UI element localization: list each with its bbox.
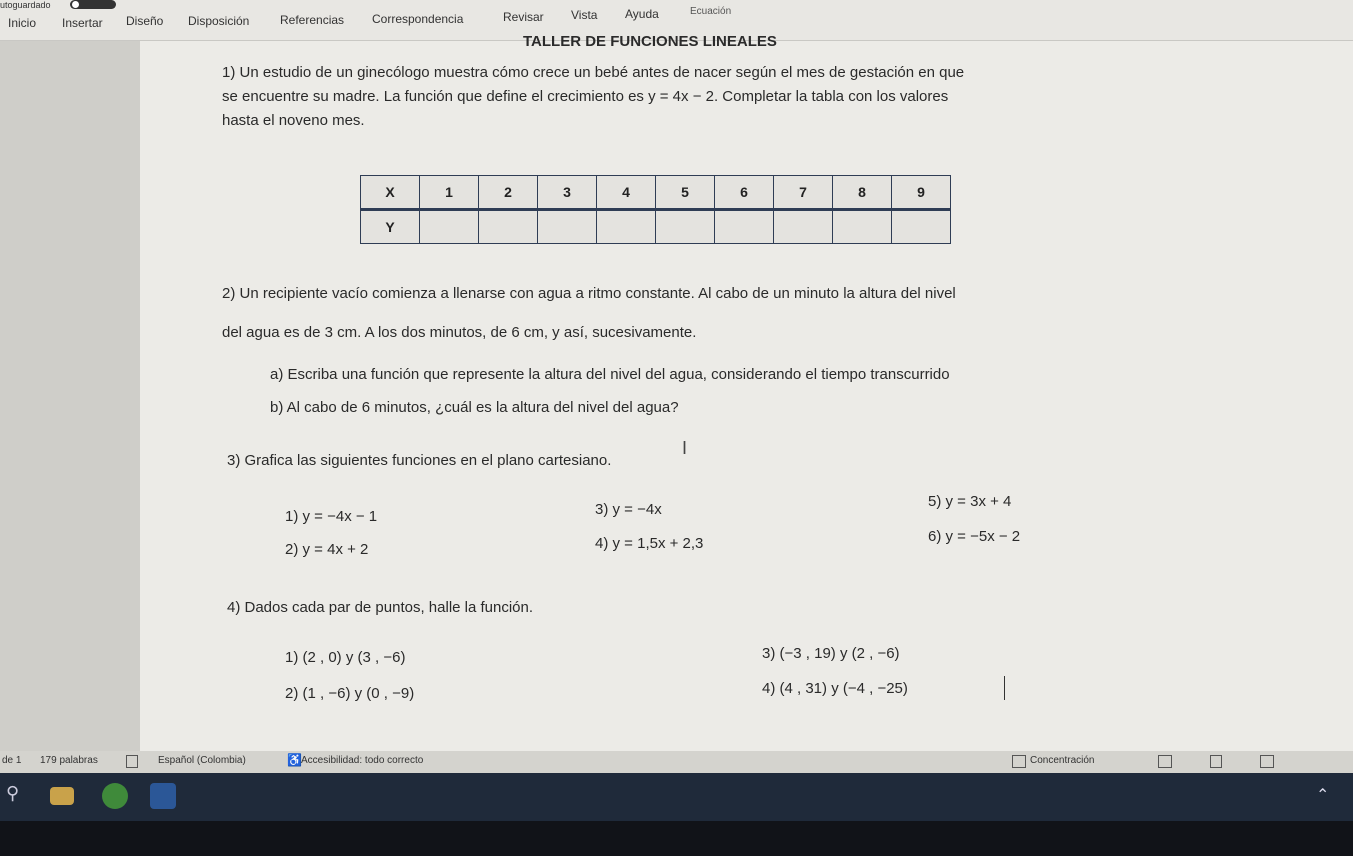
tab-correspondencia[interactable]: Correspondencia xyxy=(372,12,464,26)
q3-item-2: 2) y = 4x + 2 xyxy=(285,541,369,558)
tab-vista[interactable]: Vista xyxy=(571,8,598,22)
page-count[interactable]: de 1 xyxy=(2,755,22,766)
q3-item-4: 4) y = 1,5x + 2,3 xyxy=(595,535,704,552)
table-header-y: Y xyxy=(361,210,420,244)
q4-item-2: 2) (1 , −6) y (0 , −9) xyxy=(285,685,415,702)
q4-item-3: 3) (−3 , 19) y (2 , −6) xyxy=(762,645,900,662)
table-cell-y-empty[interactable] xyxy=(597,210,656,244)
table-cell-y-empty[interactable] xyxy=(833,210,892,244)
q2-part-a: a) Escriba una función que represente la altura del nivel del agua, considerando el tiempo transcurrido xyxy=(270,366,950,383)
table-cell-x: 1 xyxy=(420,176,479,210)
word-count[interactable]: 179 palabras xyxy=(40,755,98,766)
q1-line2: se encuentre su madre. La función que define el crecimiento es y = 4x − 2. Completar la tabla con los valores xyxy=(222,88,949,105)
table-cell-x: 5 xyxy=(656,176,715,210)
q3-item-5: 5) y = 3x + 4 xyxy=(928,493,1012,510)
print-layout-icon[interactable] xyxy=(1210,755,1222,768)
q1-line3: hasta el noveno mes. xyxy=(222,112,365,129)
focus-mode-label[interactable]: Concentración xyxy=(1030,755,1095,766)
q3-item-3: 3) y = −4x xyxy=(595,501,662,518)
language-label[interactable]: Español (Colombia) xyxy=(158,755,246,766)
chrome-icon[interactable] xyxy=(102,783,128,809)
table-cell-y-empty[interactable] xyxy=(538,210,597,244)
table-cell-x: 3 xyxy=(538,176,597,210)
tab-ayuda[interactable]: Ayuda xyxy=(625,7,659,21)
table-row-y xyxy=(361,210,951,244)
table-cell-x: 7 xyxy=(774,176,833,210)
chevron-up-icon[interactable]: ⌃ xyxy=(1316,787,1330,804)
q4-item-4: 4) (4 , 31) y (−4 , −25) xyxy=(762,680,908,697)
status-bar xyxy=(0,751,1353,773)
read-mode-icon[interactable] xyxy=(1158,755,1172,768)
left-margin-area xyxy=(0,41,140,751)
table-cell-y-empty[interactable] xyxy=(479,210,538,244)
title-bar xyxy=(0,0,1353,10)
table-cell-y-empty[interactable] xyxy=(774,210,833,244)
table-row-x xyxy=(361,176,951,210)
search-icon[interactable]: ⚲ xyxy=(6,783,20,803)
q1-line1: 1) Un estudio de un ginecólogo muestra cómo crece un bebé antes de nacer según el mes de gestación en que xyxy=(222,64,965,81)
tab-referencias[interactable]: Referencias xyxy=(280,13,345,27)
table-cell-x: 9 xyxy=(892,176,951,210)
tab-inicio[interactable]: Inicio xyxy=(8,16,37,30)
table-cell-x: 4 xyxy=(597,176,656,210)
word-icon[interactable] xyxy=(150,783,176,809)
table-cell-x: 6 xyxy=(715,176,774,210)
table-cell-x: 2 xyxy=(479,176,538,210)
q2-part-b: b) Al cabo de 6 minutos, ¿cuál es la altura del nivel del agua? xyxy=(270,399,679,416)
table-header-x: X xyxy=(361,176,420,210)
q3-item-6: 6) y = −5x − 2 xyxy=(928,528,1021,545)
file-explorer-icon[interactable] xyxy=(50,787,74,805)
values-table xyxy=(360,175,951,244)
tab-revisar[interactable]: Revisar xyxy=(503,10,544,24)
accessibility-icon[interactable]: ♿ xyxy=(287,753,302,767)
q4-intro: 4) Dados cada par de puntos, halle la función. xyxy=(227,599,534,616)
q3-item-1: 1) y = −4x − 1 xyxy=(285,508,378,525)
tab-diseno[interactable]: Diseño xyxy=(126,14,164,28)
tab-insertar[interactable]: Insertar xyxy=(62,16,103,30)
web-layout-icon[interactable] xyxy=(1260,755,1274,768)
autosave-label: utoguardado xyxy=(0,0,51,10)
table-cell-x: 8 xyxy=(833,176,892,210)
document-page[interactable] xyxy=(140,33,1353,751)
table-cell-y-empty[interactable] xyxy=(892,210,951,244)
focus-icon[interactable] xyxy=(1012,755,1026,768)
table-cell-y-empty[interactable] xyxy=(420,210,479,244)
monitor-bezel xyxy=(0,821,1353,856)
table-cell-y-empty[interactable] xyxy=(656,210,715,244)
ibeam-cursor-icon: I xyxy=(682,438,688,458)
q2-line2: del agua es de 3 cm. A los dos minutos, de 6 cm, y así, sucesivamente. xyxy=(222,324,697,341)
q3-intro: 3) Grafica las siguientes funciones en el plano cartesiano. xyxy=(227,452,612,469)
text-caret xyxy=(1004,676,1005,700)
q4-item-1: 1) (2 , 0) y (3 , −6) xyxy=(285,649,406,666)
proofing-icon[interactable] xyxy=(126,755,138,768)
tab-disposicion[interactable]: Disposición xyxy=(188,14,250,28)
accessibility-status[interactable]: Accesibilidad: todo correcto xyxy=(301,755,424,766)
taskbar xyxy=(0,773,1353,821)
autosave-toggle[interactable] xyxy=(70,0,116,9)
document-title: TALLER DE FUNCIONES LINEALES xyxy=(523,33,777,50)
q2-line1: 2) Un recipiente vacío comienza a llenarse con agua a ritmo constante. Al cabo de un minuto la altura del nivel xyxy=(222,285,956,302)
tab-ecuacion[interactable]: Ecuación xyxy=(690,6,732,17)
table-cell-y-empty[interactable] xyxy=(715,210,774,244)
